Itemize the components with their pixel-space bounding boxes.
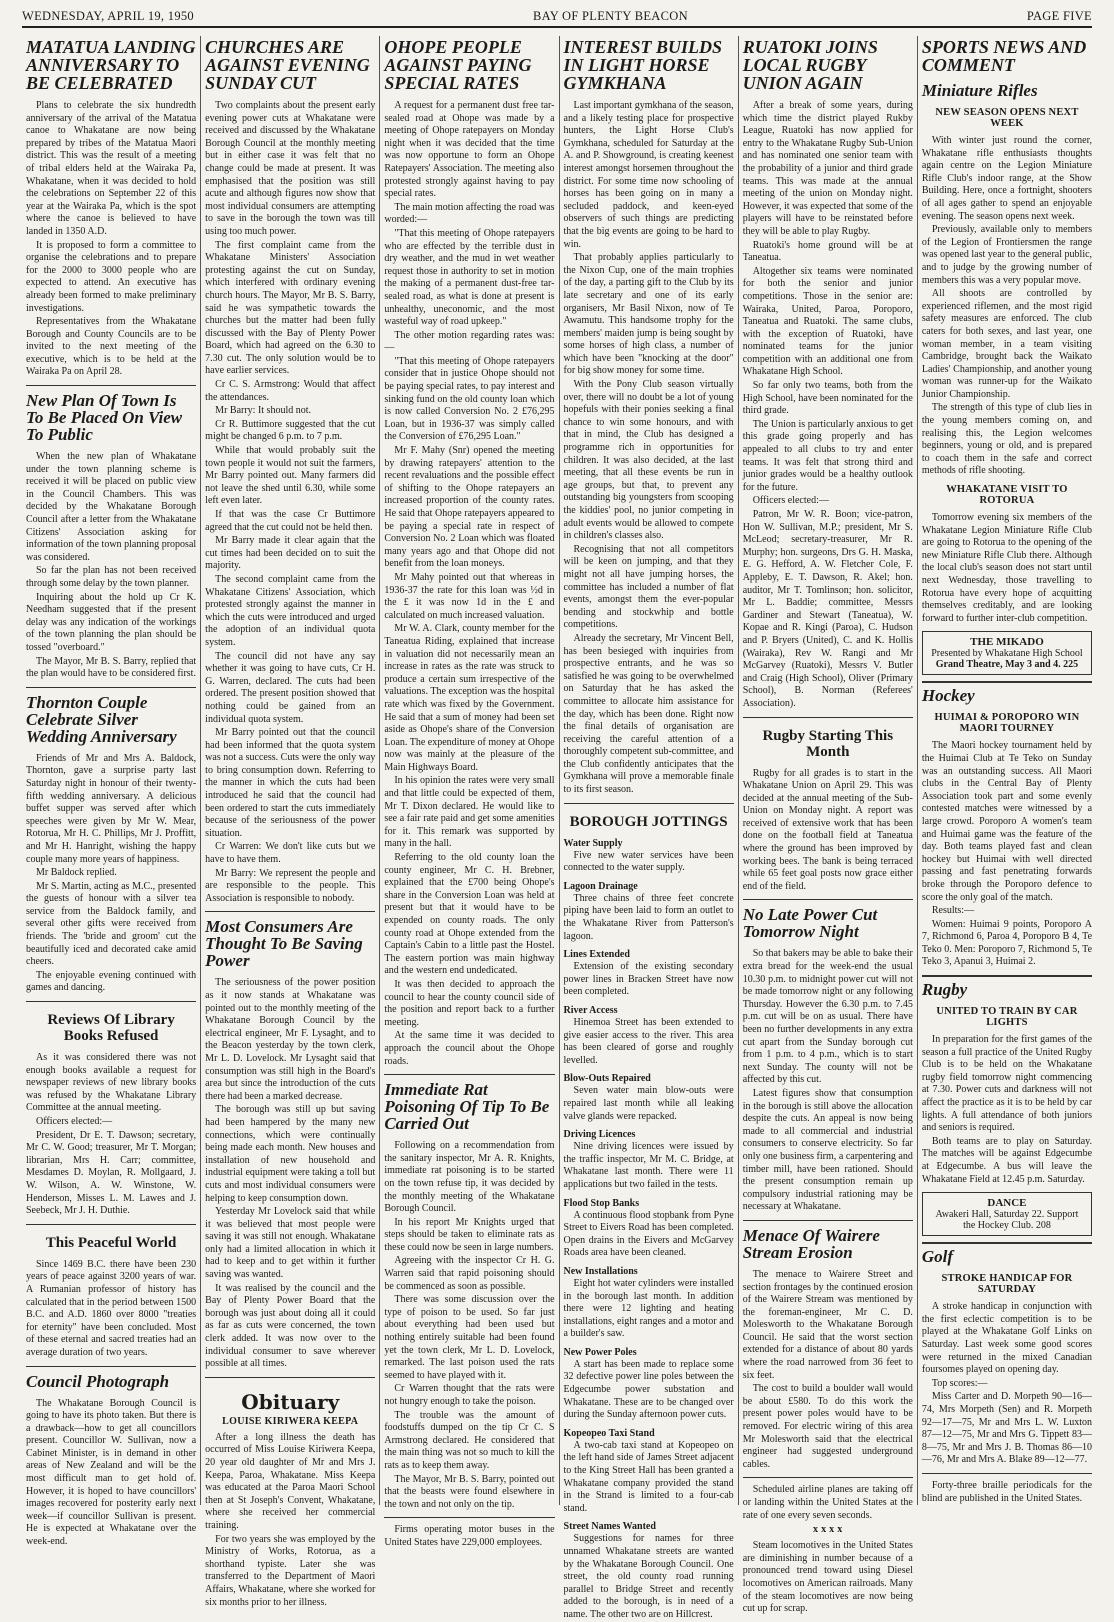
ad-details: Grand Theatre, May 3 and 4. 225: [935, 659, 1079, 671]
article-paragraph: After a long illness the death has occurred of Miss Louise Kiriwera Keepa, 20 year old daughter of Mr and Mrs J. Keepa, Paroa, Whakatane. Miss Keepa was educated at the Paroa Maori School then at St Joseph's Convent, Whakatane, where she received her commercial training.: [205, 1431, 376, 1531]
divider: [26, 1224, 196, 1225]
article-headline: Thornton Couple Celebrate Silver Wedding Anniversary: [26, 692, 177, 746]
jotting-text: Suggestions for names for three unnamed Whakatane streets are wanted by the Whakatane Borough Council. One street, the old county road running parallel to Bridge Street and recently added to the borough, is in need of a name. The other two are on Hillcrest.: [563, 1533, 734, 1620]
article-paragraph: The council did not have any say whether it was going to have cuts, Cr H. G. Warren, declared. The cuts had been ordered. The present position showed that nothing could be gained from an individual quota system.: [205, 650, 376, 725]
article-paragraph: So that bakers may be able to bake their extra bread for the week-end the usual 10.30 p.m. to midnight power cut will not be made tomorrow night or any following Thursday. However the 6.30 p.m. to 7.45 p.m. cut will be on as usual. There have been no further developments in any extra cut apart from the Sunday borough cut from 1 p.m. to 4 p.m., which is to start next Sunday. The county will not be affected by this cut.: [742, 948, 913, 1086]
article-paragraph: The enjoyable evening continued with games and dancing.: [26, 969, 197, 994]
article-paragraph: Both teams are to play on Saturday. The matches will be against Edgecumbe at Edgecumbe. A bus will leave the Whakatane Field at 12.45 p.m. Saturday.: [921, 1135, 1093, 1185]
jotting-text: Five new water services have been connected to the water supply.: [563, 849, 734, 874]
article-headline: INTEREST BUILDS IN LIGHT HORSE GYMKHANA: [563, 37, 723, 93]
article-paragraph: Mr Barry: We represent the people and are responsible to the people. This Association is responsible to nobody.: [205, 867, 376, 904]
article-paragraph: Two complaints about the present early evening power cuts at Whakatane were received and discussed by the Whakatane Borough Council at the monthly meeting but in either case it was felt that no change could be made at present. It was emphasised that the position was still acute and although figures now show that most individual consumers are attempting to save in the borough the town was till using too much power.: [205, 100, 376, 237]
article-paragraph: Already the secretary, Mr Vincent Bell, has been besieged with inquiries from prospective entrants, and he was so satisfied he was going to be overwhelmed on Saturday that he has asked the committee to allocate him assistance for the day, which has been done. Right now the final details of organisation are receiving the careful attention of a thoroughly competent sub-committee, and the Club confidently anticipates that the Gymkhana will prove a memorable finale to its first season.: [563, 632, 734, 796]
dance-advertisement: [922, 1192, 1092, 1236]
article-paragraph: Cr R. Buttimore suggested that the cut might be changed 6 p.m. to 7 p.m.: [205, 418, 376, 443]
divider: [205, 911, 375, 912]
article-paragraph: Altogether six teams were nominated for both the senior and junior competitions. Those in the senior are: Wairaka, United, Paroa, Poroporo, Taneatua and Ruatoki. The same clubs, with the exception of Ruatoki, have nominated teams for the junior competition with an additional one from Whakatane High School.: [742, 265, 913, 378]
jotting-text: Extension of the existing secondary power lines in Bracken Street have now been completed.: [563, 961, 734, 998]
jotting-text: A continuous flood stopbank from Pyne Street to Eivers Road has been completed. Open drains in the Eivers and McGarvey Roads area have been cleaned.: [563, 1209, 734, 1259]
article-paragraph: Mr Baldock replied.: [36, 867, 117, 879]
article-paragraph: All shoots are controlled by experienced riflemen, and the most rigid safety measures are enforced. The club caters for both sexes, and last year, one woman member, in a team visiting Cambridge, brought back the Waikato Ladies' Championship, and another young woman was runner-up for the Waikato Junior Championship.: [921, 288, 1093, 400]
article-paragraph: In his report Mr Knights urged that steps should be taken to eliminate rats as these could now be seen in large numbers.: [384, 1216, 555, 1253]
article-paragraph: Referring to the old county loan the county engineer, Mr C. H. Brebner, explained that the £700 being Ohope's share in the Conversion Loan was held at present but that it would have to be expended on county roads. The only county road at Ohope extended from the Captain's Cabin to a little past the Hostel. The eastern portion was main highway and the western end undedicated.: [384, 852, 555, 977]
article-headline: WHAKATANE VISIT TO ROTORUA: [946, 484, 1068, 507]
divider: [26, 1001, 196, 1002]
article-paragraph: Mr S. Martin, acting as M.C., presented the guests of honour with a silver tea service from the Baldock family, and several other gifts were received from friends. The 'bride and groom' cut the beautifully iced and decorated cake amid cheers.: [26, 880, 197, 968]
article-headline: Most Consumers Are Thought To Be Saving Power: [205, 917, 363, 971]
divider: [743, 1220, 913, 1221]
article-paragraph: Mr F. Mahy (Snr) opened the meeting by drawing ratepayers' attention to the recent revaluations and the possible effect of shifting to the Ohope ratepayers an increased proportion of the county rates. He said that Ohope ratepayers appeared to be paying a special rate in respect of Conversion No. 2 Loan which was floated many years ago and that Ohope did not benefit from the loan moneys.: [384, 445, 555, 570]
article-paragraph: Patron, Mr W. R. Boon; vice-patron, Hon W. Sullivan, M.P.; president, Mr S. McLeod; secretary-treasurer, Mr R. Murphy; hon. surgeons, Drs G. H. Maska, E. G. Hefford, A. W. Fletcher Cole, F. Appleby, E. T. Dawson, R. Akel; hon. auditor, Mr T. Tomlinson; hon. solicitor, Mr L. Baddie; committee, Messrs Gardiner and Stewart (Taneatua), W. Kopae and R. Kingi (Paroa), C. Hudson and P. Bryers (United), C. and K. Hollis (Wairaka), Rev W. Rangi and Mr McGarvey (Ruatoki), Messrs V. Butler and Craig (High School), Oliver (Primary School), B. Norman (Referees' Association).: [742, 509, 913, 709]
jotting-text: Nine driving licences were issued by the traffic inspector, Mr M. C. Bridge, at Whakatane last month. There were 11 applications but two failed in the tests.: [563, 1141, 734, 1190]
column-3: [380, 36, 559, 1548]
jotting-title: Blow-Outs Repaired: [563, 1073, 651, 1085]
article-paragraph: As it was considered there was not enough books available a request for newspaper reviews of new library books was refused by the Whakatane Library Committee at the annual meeting.: [26, 1052, 197, 1114]
article-headline: This Peaceful World: [45, 1234, 177, 1251]
newspaper-title: BAY OF PLENTY BEACON: [532, 8, 688, 23]
article-paragraph: Ruatoki's home ground will be at Taneatua.: [742, 239, 913, 264]
article-paragraph: That probably applies particularly to the Nixon Cup, one of the main trophies of the day, a parting gift to the Club by its late secretary and one of its early organisers, Mr Basil Nixon, now of Te Awamutu. This handsome trophy for the members' maiden jump is being sought by some horses of high class, a number of which have been "knocking at the door" for big show money for some time.: [563, 252, 734, 377]
article-headline: MATATUA LANDING ANNIVERSARY TO BE CELEBRATED: [26, 37, 196, 93]
article-paragraph: If that was the case Cr Buttimore agreed that the cut could not be held then.: [205, 509, 376, 533]
issue-date: WEDNESDAY, APRIL 19, 1950: [22, 8, 194, 23]
article-paragraph: There was some discussion over the type of poison to be used. So far just about everything had been used but nothing entirely suitable had been found yet the town clerk, Mr L. D. Lovelock, remarked. The last poison used the rats seemed to have played with it.: [384, 1294, 555, 1381]
article-paragraph: Plans to celebrate the six hundredth anniversary of the arrival of the Matatua canoe to Whakatane are now being prepared by tribes of the Matatua Maori district. This was the result of a meeting of tribal elders held at the Wairaka Pa, Whakatane, when it was decided to hold the celebrations on September 22 of this year at the Wairaka Pa, which is the spot where the canoe is believed to have landed in 1350 A.D.: [26, 100, 197, 237]
jotting-title: Lagoon Drainage: [563, 880, 638, 892]
article-paragraph: A stroke handicap in conjunction with the first eclectic competition is to be played at the Whakatane Golf Links on Saturday. Last week some good scores were returned in the mixed Canadian foursomes played on opening day.: [921, 1301, 1093, 1376]
article-paragraph: Latest figures show that consumption in the borough is still above the allocation despite the cuts. An appeal is now being made to all commercial and industrial consumers to conserve electricity. So far only one business firm, a carpentering and timber mill, have been rationed. Should the present consumption remain up compulsory industrial rationing may be necessary at Whakatane.: [742, 1087, 913, 1213]
article-paragraph: It is proposed to form a committee to organise the celebrations and to prepare for the 2000 to 3000 people who are expected to attend. An executive has already been formed to make preliminary investigations.: [26, 239, 197, 314]
article-paragraph: The strength of this type of club lies in the young members coming on, and realising this, the Legion welcomes beginners, young or old, and is prepared to coach them in the safe and correct methods of rifle shooting.: [921, 402, 1093, 477]
article-headline: NEW SEASON OPENS NEXT WEEK: [935, 107, 1079, 129]
article-paragraph: The Mayor, Mr B. S. Barry, pointed out that the beasts were found elsewhere in the town and not only on the tip.: [384, 1473, 555, 1510]
article-paragraph: Representatives from the Whakatane Borough and County Councils are to be invited to the next meeting of the executive, which is to be held at the Wairaka Pa on April 28.: [26, 316, 197, 378]
article-paragraph: Recognising that not all competitors will be keen on jumping, and that they might not all have jumping horses, the committee has included a number of flat events, amongst them the ever-popular bending and stockwhip and bottle competitions.: [563, 543, 734, 631]
article-paragraph: The menace to Wairere Street and section frontages by the continued erosion of the Wairere Stream was mentioned by the foreman-engineer, Mr C. D. Molesworth to the Whakatane Borough Council. He said that the worst section extended for a distance of about 80 yards where the road narrowed from 36 feet to six feet.: [742, 1268, 913, 1381]
divider: [922, 1473, 1092, 1474]
jotting-text: Seven water main blow-outs were repaired last month while all leaking valve glands were repacked.: [563, 1085, 734, 1122]
article-paragraph: It was realised by the council and the Bay of Plenty Power Board that the borough was just about doing all it could as far as cuts were concerned, the town clerk added. It was now over to the individual consumer to save wherever possible at all times.: [205, 1282, 376, 1370]
section-heading: Golf: [922, 1242, 1092, 1267]
ad-text: Presented by Whakatane High School: [931, 648, 1083, 660]
divider: [384, 1517, 554, 1518]
article-paragraph: Officers elected:—: [752, 495, 829, 507]
article-headline: New Plan Of Town Is To Be Placed On View To Public: [26, 391, 183, 445]
article-paragraph: Mr Barry made it clear again that the cut times had been decided on to suit the majority.: [205, 535, 376, 572]
section-subheading: Miniature Rifles: [921, 81, 1038, 100]
article-headline: Menace Of Wairere Stream Erosion: [742, 1225, 880, 1262]
article-paragraph: Cr C. S. Armstrong: Would that affect the attendances.: [205, 379, 376, 403]
jotting-text: Hinemoa Street has been extended to give easier access to the river. This area has been cleared of gorse and roughly levelled.: [563, 1017, 734, 1066]
column-1: [22, 36, 201, 1548]
article-paragraph: The cost to build a boulder wall would be about £580. To do this work the present power poles would have to be removed. For electric wiring of this area Mr Molesworth said that the electrical engineer had suggested underground cables.: [742, 1383, 913, 1470]
divider: [743, 717, 913, 718]
column-2: [201, 36, 380, 1608]
article-paragraph: In preparation for the first games of the season a full practice of the United Rugby Club is to be held on the Whakatane rugby field tomorrow night commencing at 7.30. Power cuts and darkness will not affect the practice as it is to be held by car lights. A full attendance of both juniors and seniors is required.: [921, 1034, 1093, 1134]
article-paragraph: So far the plan has not been received through some delay by the town planner.: [26, 565, 197, 589]
jotting-title: Driving Licences: [563, 1129, 636, 1141]
article-paragraph: The borough was still up but saving had been hampered by the many new connections, which were continually being made each month. New houses and installation of new household and industrial equipment were taking a toll but cuts and most individual consumers were helping to keep consumption down.: [205, 1104, 376, 1204]
article-headline: Immediate Rat Poisoning Of Tip To Be Carried Out: [384, 1080, 550, 1134]
article-paragraph: Agreeing with the inspector Cr H. G. Warren said that rapid poisoning should be commenced as soon as possible.: [384, 1255, 555, 1292]
article-headline: Council Photograph: [26, 1371, 170, 1391]
article-paragraph: In his opinion the rates were very small and that little could be expected of them, Mr T. Dixon declared. He would like to see a fair rate paid and get some amenities for it. This remark was supported by many in the hall.: [384, 775, 555, 850]
article-headline: No Late Power Cut Tomorrow Night: [742, 905, 878, 942]
article-paragraph: Inquiring about the hold up Cr K. Needham suggested that if the present delay was any indication of the workings of the town planning the plan should be tossed "overboard.": [26, 591, 197, 653]
article-paragraph: The trouble was the amount of foodstuffs dumped on the tip Cr C. S Armstrong declared. He considered that the main thing was not so much to kill the rats as to keep them away.: [384, 1409, 555, 1471]
column-6: [918, 36, 1096, 1505]
article-paragraph: Scheduled airline planes are taking off or landing within the United States at the rate of one every seven seconds.: [742, 1484, 913, 1521]
article-paragraph: Forty-three braille periodicals for the blind are published in the United States.: [921, 1479, 1093, 1504]
jotting-title: Lines Extended: [563, 949, 630, 961]
article-paragraph: Last important gymkhana of the season, and a likely testing place for prospective hunters, the Light Horse Club's Gymkhana, scheduled for Saturday at the A. and P. Showground, is creating keenest interest amongst horsemen throughout the district. For some time now schooling of horses has been going on in many a secluded paddock, and keen-eyed observers of such things are predicting that the big events are going to be hard to win.: [563, 100, 734, 250]
columns: [22, 36, 1096, 1620]
article-paragraph: The seriousness of the power position as it now stands at Whakatane was pointed out to the monthly meeting of the Whakatane Borough Council by the electrical engineer, Mr F. Lysaght, and to the Beacon yesterday by the town clerk, Mr L. D. Lovelock. Mr Lysaght said that consumption was still high in the Board's area but since the introduction of the cuts there had been a marked decrease.: [205, 977, 376, 1102]
article-headline: Rugby Starting This Month: [762, 727, 894, 760]
article-paragraph: Steam locomotives in the United States are diminishing in number because of a pronounced trend toward using Diesel locomotives on American railroads. Many of the steam locomotives are now being cut up for scrap.: [742, 1540, 913, 1615]
article-paragraph: With the Pony Club season virtually over, there will no doubt be a lot of young hopefuls with their ponies seeking a final chance to win some honours, and with that in mind, the Club has designed a programme rich in opportunities for children. It was also decided, at the last meeting, that all these events be run in age groups, but that, to prevent any outstanding big youngsters from scooping the kiddies' pool, no junior competing in adult events would be allowed to compete in children's classes also.: [563, 379, 734, 542]
article-paragraph: A request for a permanent dust free tar-sealed road at Ohope was made by a meeting of Ohope ratepayers on Monday night when it was decided that the time was now opportune to form an Ohope Ratepayers' Association. The meeting also protested strongly against having to pay special rates.: [384, 100, 555, 200]
separator: x x x x: [812, 1524, 843, 1536]
article-paragraph: Mr Mahy pointed out that whereas in 1936-37 the rate for this loan was ½d in the £ it was now 1d in the £ and calculated on much increased valuation.: [384, 571, 555, 621]
jotting-title: New Installations: [563, 1265, 638, 1277]
article-paragraph: For two years she was employed by the Ministry of Works, Rotorua, as a shorthand typiste. Later she was transferred to the Department of Maori Affairs, Whakatane, where she worked for six months prior to her illness.: [205, 1533, 376, 1608]
article-paragraph: Friends of Mr and Mrs A. Baldock, Thornton, gave a surprise party last Saturday night in honour of their twenty-fifth wedding anniversary. A delicious buffet supper was served after which speeches were given by Mr W. Mear, Rotorua, Mr H. C. Phillips, Mr J. Proffitt, and Mr H. Hanright, wishing the happy couple many more years of happiness.: [26, 752, 197, 865]
article-paragraph: It was then decided to approach the council to hear the county council side of the position and report back to a further meeting.: [384, 978, 555, 1028]
article-paragraph: After a break of some years, during which time the district played Rukby League, Ruatoki has now applied for entry to the Whakatane Rugby Sub-Union and has nominated one senior team with the probability of a junior and third grade teams. This was made at the annual meeting of the union on Monday night. However, it was expected that some of the players will have to be reinstated before they will be able to play Rugby.: [742, 100, 913, 237]
ad-title: THE MIKADO: [970, 636, 1044, 649]
article-paragraph: So far only two teams, both from the High School, have been nominated for the third grade.: [742, 380, 913, 417]
article-paragraph: The Union is particularly anxious to get this grade going properly and has appealed to all clubs to try and enter teams. It was felt that strong third and junior grades would be a healthy outlook for the future.: [742, 418, 913, 493]
jotting-text: A start has been made to replace some 32 defective power line poles between the Edgecumbe power substation and Whakatane. These are to be changed over during the Sunday afternoon power cuts.: [563, 1358, 734, 1421]
ad-title: DANCE: [987, 1197, 1027, 1210]
divider: [26, 687, 196, 688]
divider: [205, 1377, 375, 1378]
divider: [26, 385, 196, 386]
article-paragraph: The Maori hockey tournament held by the Huimai Club at Te Teko on Sunday was an outstanding success. All Maori clubs in the Central Bay of Plenty Association took part and some evenly contested matches were witnessed by a large crowd. Poroporo A women's team and Huimai game was the feature of the day. Both teams played fast and clean hockey but Huimai with well directed passing and fast penetrating forwards broke through the Poroporo defence to score the only goal of the match.: [921, 740, 1093, 903]
column-4: [560, 36, 739, 1620]
article-paragraph: The second complaint came from the Whakatane Citizens' Association, which protested strongly against the manner in which the cuts were introduced and urged the adoption of an individual quota system.: [205, 573, 376, 648]
jotting-title: River Access: [563, 1005, 618, 1016]
article-paragraph: Cr Warren thought that the rats were not hungry enough to take the poison.: [384, 1383, 555, 1407]
divider: [26, 1366, 196, 1367]
ad-text: Awakeri Hall, Saturday 22. Support the Hockey Club. 208: [935, 1209, 1079, 1232]
jotting-text: Three chains of three feet concrete piping have been laid to form an outlet to the Whakatane River from Patterson's lagoon.: [563, 892, 734, 942]
article-paragraph: Women: Huimai 9 points, Poroporo A 7, Richmond 6, Paroa 4, Poroporo B 4, Te Teko 0. Men: Poroporo 7, Richmond 5, Te Teko 3, Apanui 3, Huimai 2.: [921, 918, 1093, 968]
jotting-title: New Power Poles: [563, 1346, 637, 1358]
divider: [743, 899, 913, 900]
jotting-text: A two-cab taxi stand at Kopeopeo on the left hand side of James Street adjacent to the King Street Hall has been granted a Whakatane company provided the stand in the Strand is limited to a four-cab stand.: [563, 1439, 734, 1514]
article-paragraph: The main motion affecting the road was worded:—: [384, 201, 555, 226]
article-paragraph: President, Dr E. T. Dawson; secretary, Mr C. W. Good; treasurer, Mr T. Morgan; librarian, Mrs H. Carr; committee, Mesdames D. Moylan, R. Mollgaard, J. W. Wilson, A. W. Winstone, W. Henderson, Misses L. M. Lawes and J. Seebeck, Mr J. H. Duthie.: [26, 1129, 197, 1217]
article-headline: UNITED TO TRAIN BY CAR LIGHTS: [936, 1006, 1078, 1029]
section-heading: SPORTS NEWS AND COMMENT: [921, 37, 1087, 75]
section-heading: Rugby: [922, 975, 1092, 1000]
article-paragraph: Mr Barry: It should not.: [215, 405, 311, 417]
article-paragraph: Following on a recommendation from the sanitary inspector, Mr A. R. Knights, immediate rat poisoning is to be started on the town refuse tip, it was decided by the monthly meeting of the Whakatane Borough Council.: [384, 1140, 555, 1215]
article-paragraph: Officers elected:—: [36, 1116, 113, 1127]
section-heading: Hockey: [922, 681, 1092, 706]
article-paragraph: Firms operating motor buses in the United States have 229,000 employees.: [384, 1524, 555, 1548]
jotting-title: Kopeopeo Taxi Stand: [563, 1427, 655, 1439]
page-number: PAGE FIVE: [1026, 8, 1092, 23]
divider: [564, 803, 734, 804]
article-paragraph: When the new plan of Whakatane under the town planning scheme is received it will be placed on public view in the Council Chambers. This was decided by the Whakatane Borough Council after a letter from the Whakatane Citizens' Association asking for information of the town planning proposal was considered.: [26, 451, 197, 563]
article-headline: OHOPE PEOPLE AGAINST PAYING SPECIAL RATES: [384, 37, 532, 93]
article-paragraph: Results:—: [931, 905, 975, 917]
article-paragraph: The Whakatane Borough Council is going to have its photo taken. But there is a drawback—how to get all councillors present. Councillor W. Sullivan, now a Cabinet Minister, is in demand in other areas of New Zealand and will be the most difficult man to get hold of. However, it is hoped to have councillors' images recovered for posterity early next week—if councillor Sullivan is present. He is expected at Whakatane over the week-end.: [26, 1397, 197, 1548]
article-paragraph: Top scores:—: [931, 1377, 988, 1389]
article-paragraph: While that would probably suit the town people it would not suit the farmers, Mr Barry pointed out. Many farmers did not leave the shed until 6.30, while some left even later.: [205, 445, 376, 507]
article-headline: HUIMAI & POROPORO WIN MAORI TOURNEY: [934, 712, 1080, 735]
article-headline: STROKE HANDICAP FOR SATURDAY: [941, 1273, 1073, 1296]
article-paragraph: Mr W. A. Clark, county member for the Taneatua Riding, explained that increase in valuation did not necessarily mean an increase in rates as the rate was struck to produce a certain sum irrespective of the valuations. The exception was the hospital rate which was fixed by the Government. He said that a sum of money had been set aside as Ohope's share of the Conversion Loan. The expenditure of money at Ohope now was mainly at the pleasure of the Main Highways Board.: [384, 623, 555, 773]
article-paragraph: "That this meeting of Ohope ratepayers who are effected by the terrible dust in dry weather, and the mud in wet weather request those in authority to set in motion the making of a permanent dust-free tar-sealed road, as what is done at present is unhealthy, uneconomic, and the most wasteful way of road upkeep.": [384, 227, 555, 328]
jotting-title: Street Names Wanted: [563, 1521, 656, 1533]
article-paragraph: Rugby for all grades is to start in the Whakatane Union on April 29. This was decided at the annual meeting of the Sub-Union on Monday night. A report was received of extensive work that has been done on the football field at Taneatua where the ground has been improved by working bees. The bank is being terraced while 65 feet goal posts now grace either end of the field.: [742, 767, 913, 892]
article-paragraph: The Mayor, Mr B. S. Barry, replied that the plan would have to be considered first.: [26, 655, 197, 680]
article-paragraph: Tomorrow evening six members of the Whakatane Legion Miniature Rifle Club are going to Rotorua to the opening of the new Miniature Rifle Club there. Although the local club's season does not start until next Wednesday, those travelling to Rotorua have every hope of acquitting themselves creditably, and are looking forward to further inter-club competition.: [921, 512, 1093, 624]
article-paragraph: With winter just round the corner, Whakatane rifle enthusiasts thoughts again centre on the Legion Miniature Rifle Club's indoor range, at the Show Building. Here, once a fortnight, shooters of all ages gather to spend an enjoyable evening. The season opens next week.: [921, 135, 1093, 222]
column-5: [739, 36, 918, 1615]
article-paragraph: Miss Carter and D. Morpeth 90—16—74, Mrs Morpeth (Sen) and R. Morpeth 92—17—75, Mr and Mrs L. W. Luxton 87—12—75, Mr and Mrs G. Tippett 83—8—75, Mr and Mrs J. B. Thomas 86—10—76, Mr and Mrs A. Blake 89—12—77.: [921, 1391, 1093, 1466]
article-paragraph: At the same time it was decided to approach the council about the Ohope roads.: [384, 1030, 555, 1067]
obituary-name: LOUISE KIRIWERA KEEPA: [222, 1415, 359, 1427]
article-paragraph: Previously, available only to members of the Legion of Frontiersmen the range was opened last year to the general public, and to judge by the growing number of members this was a very popular move.: [921, 224, 1093, 286]
divider: [384, 1074, 554, 1075]
article-headline: Reviews Of Library Books Refused: [47, 1012, 175, 1045]
article-paragraph: Cr Warren: We don't like cuts but we have to have them.: [205, 841, 376, 866]
jotting-text: Eight hot water cylinders were installed in the borough last month. In addition there were 12 lighting and heating installations, eight ranges and a motor and a builder's saw.: [563, 1277, 734, 1340]
article-headline: BOROUGH JOTTINGS: [569, 813, 728, 830]
divider: [743, 1477, 913, 1478]
masthead: [22, 6, 1092, 28]
article-paragraph: Mr Barry pointed out that the council had been informed that the quota system was not a success. Cuts were the only way to bring consumption down. Referring to the manner in which the cuts had been introduced he said that the council had been ordered to start the cuts immediately because of the seriousness of the power situation.: [205, 727, 376, 839]
article-paragraph: Since 1469 B.C. there have been 230 years of peace against 3200 years of war. A Rumanian professor of history has calculated that in the period between 1500 B.C. and A.D. 1860 over 8000 "treaties for eternity" have been concluded. Most of these eternal and sacred treaties had an average duration of two years.: [26, 1258, 197, 1358]
article-paragraph: The other motion regarding rates was:—: [384, 329, 555, 354]
article-paragraph: "That this meeting of Ohope ratepayers consider that in justice Ohope should not be paying special rates, to pay interest and sinking fund on the old county loan which is now called Conversion No. 2 £76,295 Loan, but in 1936-37 was simply called the Conversion of £76,295 Loan.": [384, 355, 555, 443]
obituary-heading: Obituary: [241, 1389, 340, 1414]
jotting-title: Flood Stop Banks: [563, 1197, 640, 1209]
article-paragraph: Yesterday Mr Lovelock said that while it was believed that most people were saving it was still not enough. Whakatane only had a limited allocation in which it had to keep and to get within it further saving was wanted.: [205, 1206, 376, 1281]
jotting-title: Water Supply: [563, 837, 623, 849]
mikado-advertisement: [922, 631, 1092, 675]
article-headline: CHURCHES ARE AGAINST EVENING SUNDAY CUT: [205, 37, 370, 93]
article-paragraph: The first complaint came from the Whakatane Ministers' Association protesting against the cut on Sunday, which interfered with ordinary evening church hours. The Mayor, Mr B. S. Barry, said he was sympathetic towards the churches but the matter had been fully discussed with the Bay of Plenty Power Board, which had agreed on the 6.30 to 7.30 cut. The only solution would be to have earlier services.: [205, 239, 376, 377]
article-headline: RUATOKI JOINS LOCAL RUGBY UNION AGAIN: [742, 37, 878, 93]
